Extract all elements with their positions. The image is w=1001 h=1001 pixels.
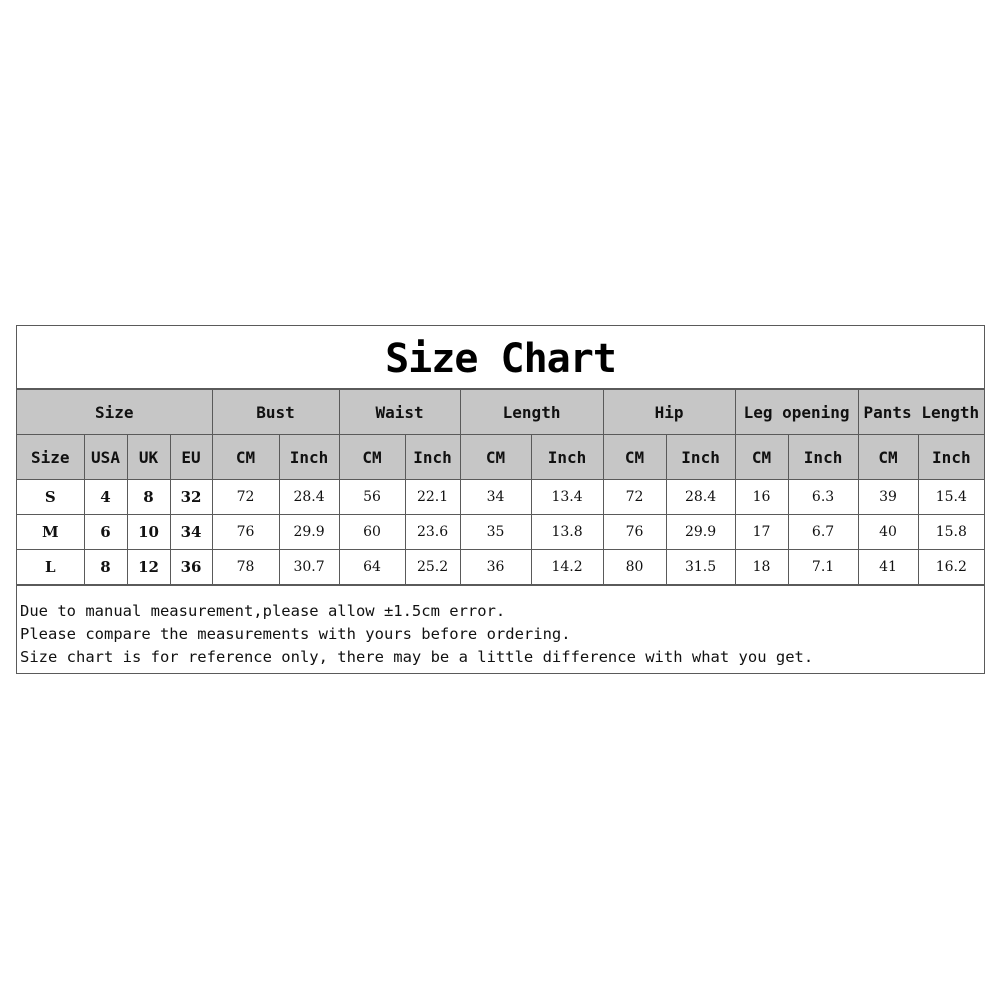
table-cell: L xyxy=(17,550,84,585)
table-cell: 4 xyxy=(84,480,127,515)
chart-title: Size Chart xyxy=(17,326,984,389)
table-cell: 28.4 xyxy=(666,480,735,515)
table-cell: 6 xyxy=(84,515,127,550)
table-cell: 72 xyxy=(603,480,666,515)
sub-header-row xyxy=(17,435,984,480)
table-cell: 29.9 xyxy=(279,515,339,550)
column-header: Inch xyxy=(531,435,603,480)
table-cell: 7.1 xyxy=(788,550,858,585)
column-header: USA xyxy=(84,435,127,480)
group-header: Length xyxy=(460,390,603,435)
column-header: CM xyxy=(339,435,405,480)
table-cell: 28.4 xyxy=(279,480,339,515)
table-cell: 6.7 xyxy=(788,515,858,550)
table-row xyxy=(17,480,984,515)
column-header: CM xyxy=(460,435,531,480)
table-cell: 32 xyxy=(170,480,212,515)
table-cell: 17 xyxy=(735,515,788,550)
group-header-row xyxy=(17,390,984,435)
table-cell: 72 xyxy=(212,480,279,515)
group-header: Bust xyxy=(212,390,339,435)
table-cell: 76 xyxy=(212,515,279,550)
note-line: Size chart is for reference only, there may be a little difference with what you get. xyxy=(20,648,814,666)
column-header: CM xyxy=(603,435,666,480)
table-cell: 40 xyxy=(858,515,918,550)
column-header: Inch xyxy=(666,435,735,480)
table-cell: 60 xyxy=(339,515,405,550)
table-cell: 80 xyxy=(603,550,666,585)
table-cell: 12 xyxy=(127,550,170,585)
column-header: CM xyxy=(735,435,788,480)
table-cell: 22.1 xyxy=(405,480,460,515)
table-cell: 13.4 xyxy=(531,480,603,515)
group-header: Leg opening xyxy=(735,390,858,435)
table-cell: 36 xyxy=(170,550,212,585)
group-header: Size xyxy=(17,390,212,435)
table-body xyxy=(17,480,984,585)
notes xyxy=(17,585,984,669)
table-cell: 23.6 xyxy=(405,515,460,550)
table-cell: 15.4 xyxy=(918,480,984,515)
table-cell: 78 xyxy=(212,550,279,585)
table-cell: 30.7 xyxy=(279,550,339,585)
column-header: UK xyxy=(127,435,170,480)
column-header: Size xyxy=(17,435,84,480)
table-cell: 8 xyxy=(84,550,127,585)
table-cell: 25.2 xyxy=(405,550,460,585)
table-cell: 14.2 xyxy=(531,550,603,585)
note-line: Due to manual measurement,please allow ±1.5cm error. xyxy=(20,602,506,620)
table-cell: 41 xyxy=(858,550,918,585)
group-header: Waist xyxy=(339,390,460,435)
table-cell: 36 xyxy=(460,550,531,585)
table-cell: M xyxy=(17,515,84,550)
column-header: Inch xyxy=(405,435,460,480)
note-line: Please compare the measurements with yours before ordering. xyxy=(20,625,571,643)
table-cell: 10 xyxy=(127,515,170,550)
table-cell: 16 xyxy=(735,480,788,515)
table-cell: 15.8 xyxy=(918,515,984,550)
table-cell: 64 xyxy=(339,550,405,585)
group-header: Hip xyxy=(603,390,735,435)
table-cell: 16.2 xyxy=(918,550,984,585)
table-cell: 6.3 xyxy=(788,480,858,515)
table-row xyxy=(17,550,984,585)
table-cell: 34 xyxy=(460,480,531,515)
size-chart xyxy=(16,325,985,674)
column-header: Inch xyxy=(279,435,339,480)
column-header: CM xyxy=(858,435,918,480)
table-cell: 18 xyxy=(735,550,788,585)
table-cell: 13.8 xyxy=(531,515,603,550)
table-cell: 31.5 xyxy=(666,550,735,585)
table-cell: 56 xyxy=(339,480,405,515)
table-cell: 34 xyxy=(170,515,212,550)
table-cell: 35 xyxy=(460,515,531,550)
column-header: CM xyxy=(212,435,279,480)
table-cell: 29.9 xyxy=(666,515,735,550)
table-row xyxy=(17,515,984,550)
table-cell: 39 xyxy=(858,480,918,515)
column-header: Inch xyxy=(788,435,858,480)
table-cell: 8 xyxy=(127,480,170,515)
table-cell: 76 xyxy=(603,515,666,550)
table-cell: S xyxy=(17,480,84,515)
size-table xyxy=(17,389,984,585)
group-header: Pants Length xyxy=(858,390,984,435)
column-header: Inch xyxy=(918,435,984,480)
column-header: EU xyxy=(170,435,212,480)
